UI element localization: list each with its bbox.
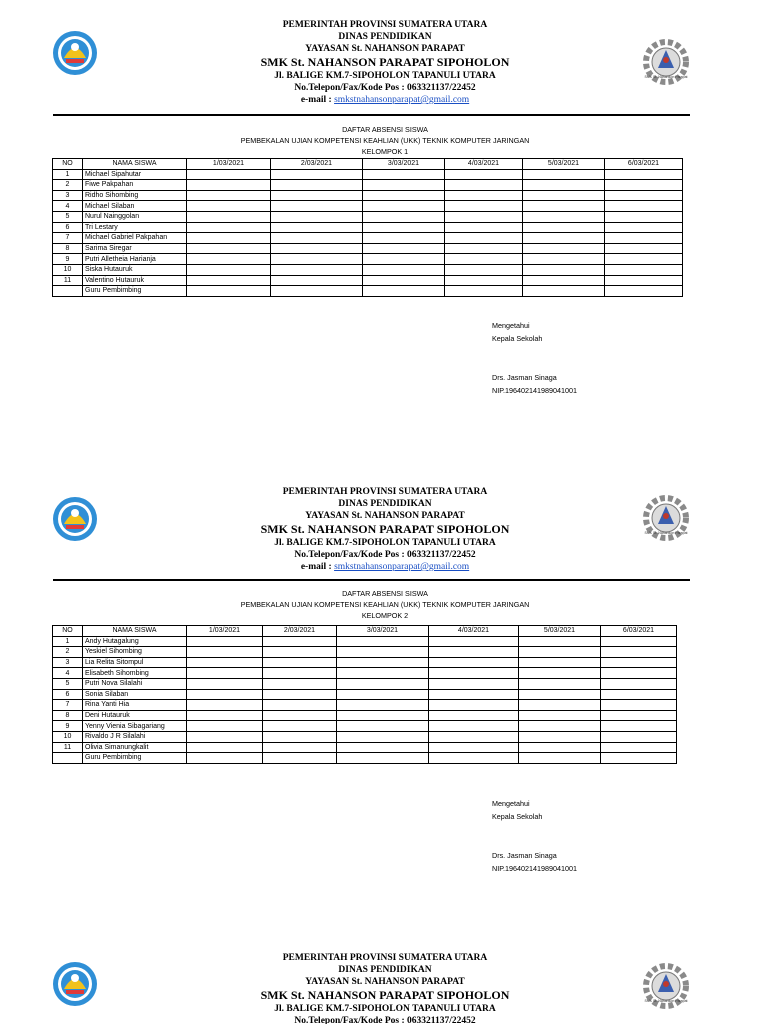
student-name: Putri Nova Silalahi (83, 678, 187, 689)
attendance-cell[interactable] (263, 689, 337, 700)
attendance-cell[interactable] (601, 678, 677, 689)
doc-title: DAFTAR ABSENSI SISWA (342, 589, 428, 598)
guru-pembimbing-label: Guru Pembimbing (83, 753, 187, 764)
student-name: Fiwe Pakpahan (83, 180, 187, 191)
attendance-cell[interactable] (271, 222, 363, 233)
student-row (53, 243, 683, 254)
attendance-cell[interactable] (363, 190, 445, 201)
signature-position: Kepala Sekolah (492, 812, 543, 821)
attendance-cell[interactable] (445, 243, 523, 254)
student-row (53, 710, 677, 721)
student-row (53, 668, 677, 679)
attendance-cell[interactable] (337, 668, 429, 679)
attendance-cell[interactable] (337, 710, 429, 721)
doc-title: DAFTAR ABSENSI SISWA (342, 125, 428, 134)
student-name: Michael Sipahutar (83, 169, 187, 180)
attendance-cell[interactable] (601, 647, 677, 658)
guru-pembimbing-row (53, 286, 683, 297)
attendance-cell[interactable] (337, 636, 429, 647)
student-name: Sonia Silaban (83, 689, 187, 700)
attendance-cell[interactable] (363, 169, 445, 180)
student-name: Siska Hutauruk (83, 264, 187, 275)
attendance-cell[interactable] (187, 233, 271, 244)
attendance-cell[interactable] (605, 275, 683, 286)
letterhead-email-line (150, 94, 620, 106)
student-name: Valentino Hutauruk (83, 275, 187, 286)
student-row (53, 678, 677, 689)
student-no: 10 (53, 731, 83, 742)
student-no: 9 (53, 254, 83, 265)
school-gear-logo (642, 962, 690, 1010)
attendance-cell[interactable] (429, 710, 519, 721)
email-label: e-mail : (300, 95, 332, 105)
attendance-cell[interactable] (263, 636, 337, 647)
attendance-cell[interactable] (187, 668, 263, 679)
student-no: 4 (53, 201, 83, 212)
student-row (53, 657, 677, 668)
letterhead-province: PEMERINTAH PROVINSI SUMATERA UTARA (282, 487, 488, 497)
student-row (53, 721, 677, 732)
attendance-cell[interactable] (429, 753, 519, 764)
attendance-cell[interactable] (445, 275, 523, 286)
letterhead (150, 19, 620, 106)
student-row (53, 731, 677, 742)
attendance-cell[interactable] (523, 180, 605, 191)
attendance-cell[interactable] (363, 211, 445, 222)
student-name: Yeskiel Sihombing (83, 647, 187, 658)
attendance-cell[interactable] (519, 753, 601, 764)
student-no: 11 (53, 275, 83, 286)
student-no: 2 (53, 647, 83, 658)
signature-block (492, 797, 577, 875)
attendance-cell[interactable] (445, 264, 523, 275)
group-label: KELOMPOK 2 (361, 611, 409, 620)
attendance-cell[interactable] (601, 700, 677, 711)
attendance-cell[interactable] (187, 689, 263, 700)
letterhead-address: Jl. BALIGE KM.7-SIPOHOLON TAPANULI UTARA (274, 1004, 496, 1014)
attendance-cell[interactable] (519, 657, 601, 668)
attendance-cell[interactable] (187, 657, 263, 668)
student-name: Andy Hutagalung (83, 636, 187, 647)
student-row (53, 201, 683, 212)
attendance-cell[interactable] (601, 668, 677, 679)
group-label: KELOMPOK 1 (361, 147, 409, 156)
attendance-cell[interactable] (187, 211, 271, 222)
attendance-cell[interactable] (187, 731, 263, 742)
document-titles (150, 124, 620, 157)
attendance-cell[interactable] (519, 700, 601, 711)
student-no: 7 (53, 233, 83, 244)
school-gear-logo (642, 494, 690, 542)
student-no: 11 (53, 742, 83, 753)
attendance-cell[interactable] (263, 742, 337, 753)
attendance-cell[interactable] (337, 657, 429, 668)
attendance-cell[interactable] (187, 264, 271, 275)
attendance-cell[interactable] (429, 678, 519, 689)
student-row (53, 190, 683, 201)
student-name: Olivia Simanungkalit (83, 742, 187, 753)
attendance-cell[interactable] (445, 169, 523, 180)
attendance-cell[interactable] (271, 286, 363, 297)
attendance-cell[interactable] (519, 636, 601, 647)
attendance-cell[interactable] (605, 286, 683, 297)
student-row (53, 180, 683, 191)
student-row (53, 700, 677, 711)
student-row (53, 647, 677, 658)
student-no: 4 (53, 668, 83, 679)
student-no: 8 (53, 243, 83, 254)
signature-nip: NIP.196402141989041001 (492, 864, 578, 873)
attendance-cell[interactable] (605, 201, 683, 212)
letterhead-foundation: YAYASAN St. NAHANSON PARAPAT (305, 44, 465, 54)
attendance-cell[interactable] (605, 190, 683, 201)
attendance-cell[interactable] (601, 657, 677, 668)
attendance-cell[interactable] (605, 233, 683, 244)
attendance-cell[interactable] (363, 264, 445, 275)
attendance-cell[interactable] (271, 275, 363, 286)
attendance-cell[interactable] (271, 211, 363, 222)
letterhead-province: PEMERINTAH PROVINSI SUMATERA UTARA (282, 953, 488, 963)
attendance-cell[interactable] (445, 222, 523, 233)
student-name: Deni Hutauruk (83, 710, 187, 721)
attendance-cell[interactable] (429, 647, 519, 658)
attendance-cell[interactable] (337, 721, 429, 732)
letterhead-phone: No.Telepon/Fax/Kode Pos : 063321137/22452 (294, 550, 476, 560)
letterhead (150, 952, 620, 1024)
attendance-cell[interactable] (363, 222, 445, 233)
student-row (53, 169, 683, 180)
letterhead-school-name: SMK St. NAHANSON PARAPAT SIPOHOLON (260, 522, 510, 536)
attendance-cell[interactable] (187, 647, 263, 658)
attendance-cell[interactable] (363, 201, 445, 212)
student-name: Yenny Vienia Sibagariang (83, 721, 187, 732)
attendance-cell[interactable] (187, 753, 263, 764)
attendance-cell[interactable] (337, 742, 429, 753)
doc-subtitle: PEMBEKALAN UJIAN KOMPETENSI KEAHLIAN (UKK) TEKNIK KOMPUTER JARINGAN (240, 600, 530, 609)
email-link[interactable]: smkstnahansonparapat@gmail.com (334, 95, 470, 105)
student-name: Ridho Sihombing (83, 190, 187, 201)
signature-name: Drs. Jasman Sinaga (492, 851, 557, 860)
attendance-cell[interactable] (445, 190, 523, 201)
attendance-cell[interactable] (187, 180, 271, 191)
attendance-cell[interactable] (523, 243, 605, 254)
attendance-cell[interactable] (337, 731, 429, 742)
letterhead-address: Jl. BALIGE KM.7-SIPOHOLON TAPANULI UTARA (274, 538, 496, 548)
letterhead-agency: DINAS PENDIDIKAN (338, 32, 432, 42)
attendance-cell[interactable] (605, 169, 683, 180)
attendance-cell[interactable] (263, 710, 337, 721)
header-no: NO (53, 626, 83, 637)
header-date: 5/03/2021 (519, 626, 601, 637)
attendance-cell[interactable] (605, 264, 683, 275)
header-date: 3/03/2021 (363, 159, 445, 170)
header-date: 6/03/2021 (601, 626, 677, 637)
tut-wuri-handayani-logo (52, 961, 98, 1007)
student-row (53, 742, 677, 753)
school-gear-logo (642, 38, 690, 86)
letterhead-divider (53, 114, 690, 116)
attendance-cell[interactable] (187, 286, 271, 297)
letterhead-foundation: YAYASAN St. NAHANSON PARAPAT (305, 511, 465, 521)
letterhead-province: PEMERINTAH PROVINSI SUMATERA UTARA (282, 20, 488, 30)
attendance-cell[interactable] (601, 742, 677, 753)
attendance-cell[interactable] (187, 700, 263, 711)
attendance-cell[interactable] (187, 254, 271, 265)
attendance-cell[interactable] (187, 201, 271, 212)
attendance-cell[interactable] (605, 180, 683, 191)
attendance-cell[interactable] (519, 647, 601, 658)
attendance-cell[interactable] (263, 700, 337, 711)
attendance-cell[interactable] (523, 286, 605, 297)
guru-pembimbing-label: Guru Pembimbing (83, 286, 187, 297)
guru-no-cell (53, 753, 83, 764)
header-date: 6/03/2021 (605, 159, 683, 170)
attendance-cell[interactable] (263, 731, 337, 742)
attendance-cell[interactable] (337, 700, 429, 711)
student-no: 2 (53, 180, 83, 191)
table-header-row (53, 159, 683, 170)
attendance-cell[interactable] (429, 742, 519, 753)
student-row (53, 222, 683, 233)
student-name: Michael Silaban (83, 201, 187, 212)
attendance-cell[interactable] (429, 657, 519, 668)
student-no: 3 (53, 657, 83, 668)
attendance-cell[interactable] (271, 190, 363, 201)
attendance-cell[interactable] (601, 753, 677, 764)
email-link[interactable]: smkstnahansonparapat@gmail.com (334, 562, 470, 572)
attendance-cell[interactable] (187, 222, 271, 233)
attendance-cell[interactable] (605, 211, 683, 222)
attendance-cell[interactable] (263, 753, 337, 764)
student-name: Nurul Nainggolan (83, 211, 187, 222)
attendance-cell[interactable] (363, 286, 445, 297)
tut-wuri-handayani-logo (52, 496, 98, 542)
student-name: Rivaldo J R Silalahi (83, 731, 187, 742)
student-row (53, 636, 677, 647)
attendance-cell[interactable] (523, 169, 605, 180)
attendance-table (52, 625, 677, 764)
attendance-cell[interactable] (187, 169, 271, 180)
signature-nip: NIP.196402141989041001 (492, 386, 578, 395)
student-name: Lia Relita Sitompul (83, 657, 187, 668)
attendance-cell[interactable] (363, 233, 445, 244)
student-row (53, 233, 683, 244)
attendance-cell[interactable] (519, 721, 601, 732)
letterhead-foundation: YAYASAN St. NAHANSON PARAPAT (305, 977, 465, 987)
attendance-cell[interactable] (363, 275, 445, 286)
student-row (53, 264, 683, 275)
attendance-cell[interactable] (519, 668, 601, 679)
student-name: Tri Lestary (83, 222, 187, 233)
email-label: e-mail : (300, 562, 332, 572)
attendance-cell[interactable] (523, 264, 605, 275)
attendance-cell[interactable] (271, 169, 363, 180)
attendance-cell[interactable] (337, 689, 429, 700)
header-nama-siswa: NAMA SISWA (83, 626, 187, 637)
attendance-cell[interactable] (337, 678, 429, 689)
attendance-cell[interactable] (523, 201, 605, 212)
signature-name: Drs. Jasman Sinaga (492, 373, 557, 382)
attendance-cell[interactable] (363, 180, 445, 191)
attendance-cell[interactable] (519, 710, 601, 721)
doc-subtitle: PEMBEKALAN UJIAN KOMPETENSI KEAHLIAN (UKK) TEKNIK KOMPUTER JARINGAN (240, 136, 530, 145)
signature-block (492, 319, 577, 397)
student-name: Elisabeth Sihombing (83, 668, 187, 679)
tut-wuri-handayani-logo (52, 30, 98, 76)
attendance-cell[interactable] (445, 211, 523, 222)
attendance-cell[interactable] (263, 668, 337, 679)
student-row (53, 275, 683, 286)
header-nama-siswa: NAMA SISWA (83, 159, 187, 170)
attendance-cell[interactable] (187, 678, 263, 689)
student-row (53, 254, 683, 265)
attendance-cell[interactable] (523, 233, 605, 244)
attendance-cell[interactable] (445, 254, 523, 265)
signature-mengetahui: Mengetahui (492, 321, 530, 330)
attendance-cell[interactable] (519, 689, 601, 700)
header-date: 2/03/2021 (271, 159, 363, 170)
letterhead-address: Jl. BALIGE KM.7-SIPOHOLON TAPANULI UTARA (274, 71, 496, 81)
right-logo-caption: SMK St. Nahanson Parapat (644, 75, 688, 79)
letterhead-phone: No.Telepon/Fax/Kode Pos : 063321137/22452 (294, 83, 476, 93)
attendance-cell[interactable] (429, 689, 519, 700)
attendance-table (52, 158, 683, 297)
header-no: NO (53, 159, 83, 170)
student-no: 7 (53, 700, 83, 711)
attendance-cell[interactable] (271, 254, 363, 265)
attendance-cell[interactable] (187, 190, 271, 201)
student-name: Sarima Siregar (83, 243, 187, 254)
attendance-cell[interactable] (271, 243, 363, 254)
attendance-cell[interactable] (445, 286, 523, 297)
student-no: 9 (53, 721, 83, 732)
attendance-cell[interactable] (429, 668, 519, 679)
header-date: 1/03/2021 (187, 626, 263, 637)
header-date: 3/03/2021 (337, 626, 429, 637)
table-header-row (53, 626, 677, 637)
letterhead-agency: DINAS PENDIDIKAN (338, 965, 432, 975)
attendance-cell[interactable] (187, 243, 271, 254)
student-no: 8 (53, 710, 83, 721)
student-no: 5 (53, 211, 83, 222)
student-no: 1 (53, 636, 83, 647)
attendance-cell[interactable] (523, 275, 605, 286)
student-no: 1 (53, 169, 83, 180)
attendance-cell[interactable] (187, 636, 263, 647)
document-titles (150, 588, 620, 621)
attendance-cell[interactable] (337, 753, 429, 764)
attendance-cell[interactable] (601, 636, 677, 647)
letterhead-phone: No.Telepon/Fax/Kode Pos : 063321137/22452 (294, 1016, 476, 1024)
letterhead-school-name: SMK St. NAHANSON PARAPAT SIPOHOLON (260, 988, 510, 1002)
attendance-cell[interactable] (523, 222, 605, 233)
attendance-cell[interactable] (263, 721, 337, 732)
attendance-cell[interactable] (519, 731, 601, 742)
attendance-cell[interactable] (601, 689, 677, 700)
letterhead-school-name: SMK St. NAHANSON PARAPAT SIPOHOLON (260, 55, 510, 69)
attendance-cell[interactable] (187, 721, 263, 732)
attendance-cell[interactable] (429, 636, 519, 647)
attendance-cell[interactable] (187, 275, 271, 286)
attendance-cell[interactable] (363, 243, 445, 254)
attendance-cell[interactable] (519, 678, 601, 689)
attendance-cell[interactable] (187, 710, 263, 721)
letterhead (150, 486, 620, 573)
attendance-cell[interactable] (429, 700, 519, 711)
attendance-cell[interactable] (445, 201, 523, 212)
header-date: 2/03/2021 (263, 626, 337, 637)
student-name: Rina Yanti Hia (83, 700, 187, 711)
header-date: 5/03/2021 (523, 159, 605, 170)
attendance-cell[interactable] (271, 233, 363, 244)
attendance-cell[interactable] (523, 190, 605, 201)
attendance-cell[interactable] (601, 710, 677, 721)
student-no: 10 (53, 264, 83, 275)
student-no: 5 (53, 678, 83, 689)
student-no: 3 (53, 190, 83, 201)
student-row (53, 689, 677, 700)
signature-mengetahui: Mengetahui (492, 799, 530, 808)
attendance-cell[interactable] (523, 211, 605, 222)
attendance-cell[interactable] (523, 254, 605, 265)
header-date: 4/03/2021 (429, 626, 519, 637)
attendance-cell[interactable] (263, 647, 337, 658)
right-logo-caption: SMK St. Nahanson Parapat (644, 531, 688, 535)
attendance-cell[interactable] (263, 657, 337, 668)
attendance-cell[interactable] (337, 647, 429, 658)
attendance-cell[interactable] (429, 731, 519, 742)
attendance-cell[interactable] (271, 264, 363, 275)
student-name: Putri Alletheia Harianja (83, 254, 187, 265)
letterhead-divider (53, 579, 690, 581)
attendance-cell[interactable] (271, 201, 363, 212)
letterhead-agency: DINAS PENDIDIKAN (338, 499, 432, 509)
guru-no-cell (53, 286, 83, 297)
attendance-cell[interactable] (263, 678, 337, 689)
attendance-cell[interactable] (601, 731, 677, 742)
attendance-cell[interactable] (363, 254, 445, 265)
student-no: 6 (53, 689, 83, 700)
attendance-cell[interactable] (605, 254, 683, 265)
attendance-cell[interactable] (605, 243, 683, 254)
attendance-cell[interactable] (187, 742, 263, 753)
letterhead-email-line (150, 561, 620, 573)
signature-position: Kepala Sekolah (492, 334, 543, 343)
attendance-cell[interactable] (601, 721, 677, 732)
attendance-cell[interactable] (429, 721, 519, 732)
attendance-cell[interactable] (271, 180, 363, 191)
student-name: Michael Gabriel Pakpahan (83, 233, 187, 244)
attendance-cell[interactable] (445, 180, 523, 191)
attendance-cell[interactable] (605, 222, 683, 233)
right-logo-caption: SMK St. Nahanson Parapat (644, 999, 688, 1003)
attendance-cell[interactable] (519, 742, 601, 753)
attendance-cell[interactable] (445, 233, 523, 244)
student-row (53, 211, 683, 222)
guru-pembimbing-row (53, 753, 677, 764)
header-date: 1/03/2021 (187, 159, 271, 170)
student-no: 6 (53, 222, 83, 233)
header-date: 4/03/2021 (445, 159, 523, 170)
